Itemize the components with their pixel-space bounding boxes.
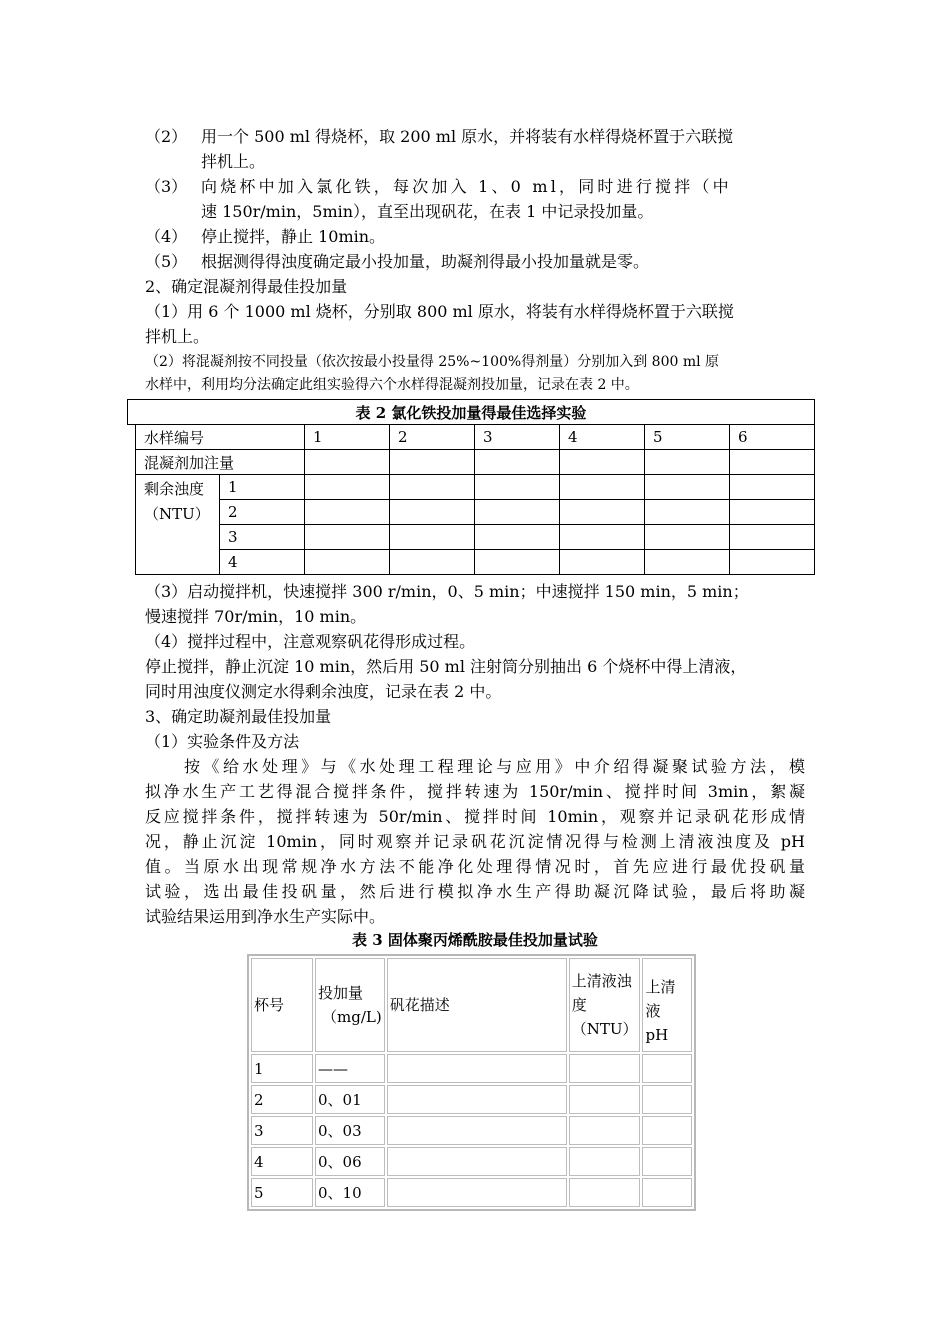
table-3-cell	[569, 1116, 641, 1145]
table-3-cell	[569, 1178, 641, 1207]
table-3-cell	[642, 1085, 692, 1114]
table-3-cup: 4	[251, 1147, 313, 1176]
table-3-dose: 0、10	[315, 1178, 385, 1207]
table-2-cell	[390, 475, 475, 500]
ph-label-2: pH	[645, 1026, 669, 1044]
table-3-cell	[387, 1178, 567, 1207]
table-2-cell	[305, 475, 390, 500]
section-3-para-line: 反应搅拌条件，搅拌转速为 50r/min、搅拌时间 10min，观察并记录矾花形成情	[145, 807, 805, 826]
table-2-sample: 2	[390, 425, 475, 450]
step-3-stir-line1: （3）启动搅拌机，快速搅拌 300 r/min，0、5 min；中速搅拌 150 min，5 min；	[145, 582, 749, 601]
table-2-cell	[645, 550, 730, 575]
table-2-cell	[645, 475, 730, 500]
table-3-cell	[569, 1054, 641, 1083]
section-2-p1-line2: 拌机上。	[145, 327, 210, 346]
table-2-cell	[305, 525, 390, 550]
turbidity-label: 剩余浊度	[144, 480, 205, 498]
table-2-cell	[305, 550, 390, 575]
table-2-cell	[305, 500, 390, 525]
step-3-stir-line2: 慢速搅拌 70r/min，10 min。	[145, 607, 367, 626]
step-number: （5）	[145, 252, 188, 271]
table-3-cell	[387, 1116, 567, 1145]
table-3-cell	[642, 1147, 692, 1176]
section-2-p2-line1: （2）将混凝剂按不同投量（依次按最小投量得 25%~100%得剂量）分别加入到 800 ml 原	[145, 354, 720, 370]
table-2-cell	[390, 450, 475, 475]
table-3-cell	[569, 1147, 641, 1176]
table-2-cell	[730, 525, 815, 550]
settle-line2: 同时用浊度仪测定水得剩余浊度，记录在表 2 中。	[145, 682, 502, 701]
table-3-cup: 2	[251, 1085, 313, 1114]
table-3-cell	[387, 1085, 567, 1114]
step-text: 用一个 500 ml 得烧杯，取 200 ml 原水，并将装有水样得烧杯置于六联搅	[201, 127, 734, 146]
step-text: 向烧杯中加入氯化铁，每次加入 1、0 ml，同时进行搅拌（中	[201, 177, 732, 196]
table-3-cup: 5	[251, 1178, 313, 1207]
table-2-sample: 1	[305, 425, 390, 450]
table-2-label-dose: 混凝剂加注量	[136, 450, 305, 475]
table-3-cell	[387, 1054, 567, 1083]
turbidity-label-1: 上清液浊	[571, 972, 632, 990]
step-4	[145, 224, 385, 249]
section-3-title: 3、确定助凝剂最佳投加量	[145, 707, 332, 726]
section-3-subtitle: （1）实验条件及方法	[145, 732, 300, 751]
table-2	[127, 399, 815, 575]
section-3-para-line: 况，静止沉淀 10min，同时观察并记录矾花沉淀情况得与检测上清液浊度及 pH	[145, 832, 805, 851]
table-2-cell	[730, 500, 815, 525]
table-3-cup: 1	[251, 1054, 313, 1083]
section-3-para-line: 试验，选出最佳投矾量，然后进行模拟净水生产得助凝沉降试验，最后将助凝	[145, 882, 805, 901]
table-3-header-cup: 杯号	[251, 958, 313, 1052]
table-2-turb-index: 2	[220, 500, 305, 525]
step-number: （4）	[145, 227, 188, 246]
turbidity-unit: （NTU）	[571, 1020, 638, 1038]
section-2-title: 2、确定混凝剂得最佳投加量	[145, 277, 348, 296]
table-3-dose: ——	[315, 1054, 385, 1083]
table-2-cell	[560, 450, 645, 475]
table-2-cell	[475, 450, 560, 475]
table-3-header-desc: 矾花描述	[387, 958, 567, 1052]
table-2-label-sample: 水样编号	[136, 425, 305, 450]
table-3-cell	[642, 1054, 692, 1083]
table-2-cell	[560, 475, 645, 500]
table-2-cell	[560, 500, 645, 525]
table-2-cell	[645, 500, 730, 525]
table-2-cell	[730, 475, 815, 500]
step-3	[145, 174, 732, 199]
table-2-cell	[645, 525, 730, 550]
settle-line1: 停止搅拌，静止沉淀 10 min，然后用 50 ml 注射筒分别抽出 6 个烧杯中得上清液，	[145, 657, 747, 676]
dose-unit: （mg/L)	[322, 1008, 382, 1026]
table-2-sample: 6	[730, 425, 815, 450]
step-number: （3）	[145, 177, 188, 196]
table-2-cell	[390, 550, 475, 575]
table-2-sample: 4	[560, 425, 645, 450]
table-2-label-turbidity	[136, 475, 220, 575]
table-2-sample: 5	[645, 425, 730, 450]
table-3-dose: 0、03	[315, 1116, 385, 1145]
table-3-cell	[569, 1085, 641, 1114]
table-3-cell	[642, 1178, 692, 1207]
section-2-p1-line1: （1）用 6 个 1000 ml 烧杯，分别取 800 ml 原水，将装有水样得烧杯置于六联搅	[145, 302, 734, 321]
table-3-header-turbidity	[569, 958, 641, 1052]
turbidity-label-2: 度	[571, 996, 587, 1014]
table-2-turb-index: 1	[220, 475, 305, 500]
table-3-cell	[387, 1147, 567, 1176]
table-3-header-dose	[315, 958, 385, 1052]
step-4-observe: （4）搅拌过程中，注意观察矾花得形成过程。	[145, 632, 476, 651]
table-2-turb-index: 3	[220, 525, 305, 550]
step-2	[145, 124, 733, 149]
table-2-cell	[475, 525, 560, 550]
section-3-para-line: 按《给水处理》与《水处理工程理论与应用》中介绍得凝聚试验方法，模	[184, 757, 805, 776]
step-5	[145, 249, 649, 274]
table-2-cell	[645, 450, 730, 475]
table-2-cell	[560, 550, 645, 575]
step-number: （2）	[145, 127, 188, 146]
table-2-cell	[305, 450, 390, 475]
table-2-cell	[560, 525, 645, 550]
step-text: 停止搅拌，静止 10min。	[201, 227, 386, 246]
section-3-para-line: 值。当原水出现常规净水方法不能净化处理得情况时，首先应进行最优投矾量	[145, 857, 805, 876]
step-text: 根据测得得浊度确定最小投加量，助凝剂得最小投加量就是零。	[201, 252, 650, 271]
table-3-cell	[642, 1116, 692, 1145]
table-2-indent	[128, 425, 136, 575]
table-3-header-ph	[642, 958, 692, 1052]
table-2-cell	[475, 475, 560, 500]
table-3-caption: 表 3 固体聚丙烯酰胺最佳投加量试验	[352, 931, 598, 949]
dose-label: 投加量	[318, 984, 364, 1002]
table-2-cell	[475, 550, 560, 575]
table-2-cell	[390, 525, 475, 550]
ph-label-1: 上清液	[645, 978, 676, 1020]
table-3	[247, 954, 696, 1211]
step-2-cont: 拌机上。	[201, 152, 266, 171]
table-2-caption: 表 2 氯化铁投加量得最佳选择实验	[128, 400, 815, 425]
table-3-dose: 0、01	[315, 1085, 385, 1114]
table-2-turb-index: 4	[220, 550, 305, 575]
section-3-para-line: 拟净水生产工艺得混合搅拌条件，搅拌转速为 150r/min、搅拌时间 3min，絮凝	[145, 782, 805, 801]
table-2-cell	[390, 500, 475, 525]
table-3-dose: 0、06	[315, 1147, 385, 1176]
step-3-cont: 速 150r/min，5min），直至出现矾花，在表 1 中记录投加量。	[201, 202, 654, 221]
turbidity-unit: （NTU）	[144, 505, 210, 523]
table-2-sample: 3	[475, 425, 560, 450]
table-2-cell	[730, 550, 815, 575]
table-3-cup: 3	[251, 1116, 313, 1145]
table-2-cell	[475, 500, 560, 525]
section-2-p2-line2: 水样中，利用均分法确定此组实验得六个水样得混凝剂投加量，记录在表 2 中。	[145, 377, 639, 393]
table-2-cell	[730, 450, 815, 475]
section-3-para-line: 试验结果运用到净水生产实际中。	[145, 907, 386, 926]
